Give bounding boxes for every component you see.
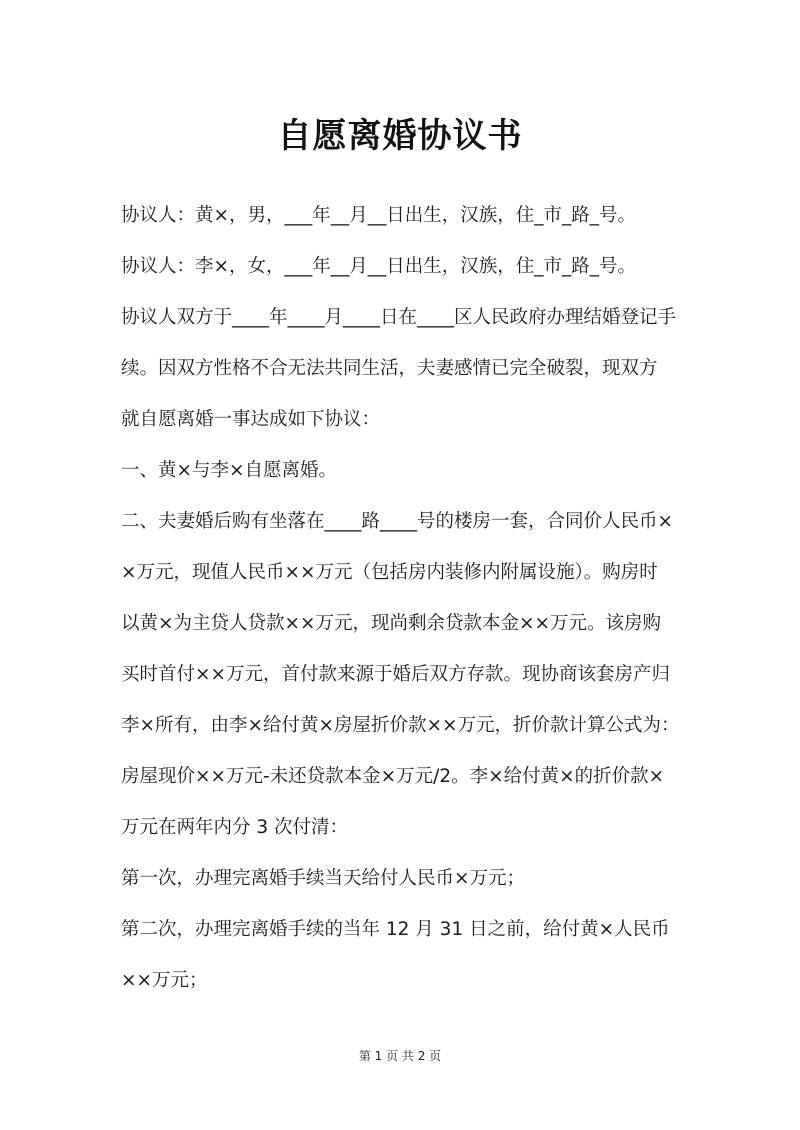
text-line: 协议人：李×，女，___年__月__日出生，汉族，住_市_路_号。 (121, 256, 637, 277)
text-line: ×万元，现值人民币××万元（包括房内装修内附属设施）。购房时 (121, 562, 658, 583)
text-line: 一、黄×与李×自愿离婚。 (121, 460, 338, 481)
text-line: 协议人：黄×，男，___年__月__日出生，汉族，住_市_路_号。 (121, 205, 637, 226)
text-line: 李×所有，由李×给付黄×房屋折价款××万元，折价款计算公式为： (121, 715, 680, 736)
text-line: 买时首付××万元，首付款来源于婚后双方存款。现协商该套房产归 (121, 664, 671, 685)
text-line: 万元在两年内分 3 次付清： (121, 817, 349, 838)
text-line: 以黄×为主贷人贷款××万元，现尚剩余贷款本金××万元。该房购 (121, 613, 662, 634)
text-line: 续。因双方性格不合无法共同生活，夫妻感情已完全破裂，现双方 (121, 358, 658, 379)
text-line: 第一次，办理完离婚手续当天给付人民币×万元； (121, 868, 526, 889)
document-body (121, 190, 686, 1006)
page-number-footer: 第 1 页 共 2 页 (358, 1049, 442, 1063)
text-line: 房屋现价××万元-未还贷款本金×万元/2。李×给付黄×的折价款× (121, 766, 665, 787)
text-line: 协议人双方于____年____月____日在____区人民政府办理结婚登记手 (121, 307, 677, 328)
text-line: 就自愿离婚一事达成如下协议： (121, 409, 381, 430)
document-title: 自愿离婚协议书 (277, 116, 523, 156)
text-line: ××万元； (121, 970, 208, 991)
text-line: 第二次，办理完离婚手续的当年 12 月 31 日之前，给付黄×人民币 (121, 919, 670, 940)
text-line: 二、夫妻婚后购有坐落在____路____号的楼房一套，合同价人民币× (121, 511, 674, 532)
